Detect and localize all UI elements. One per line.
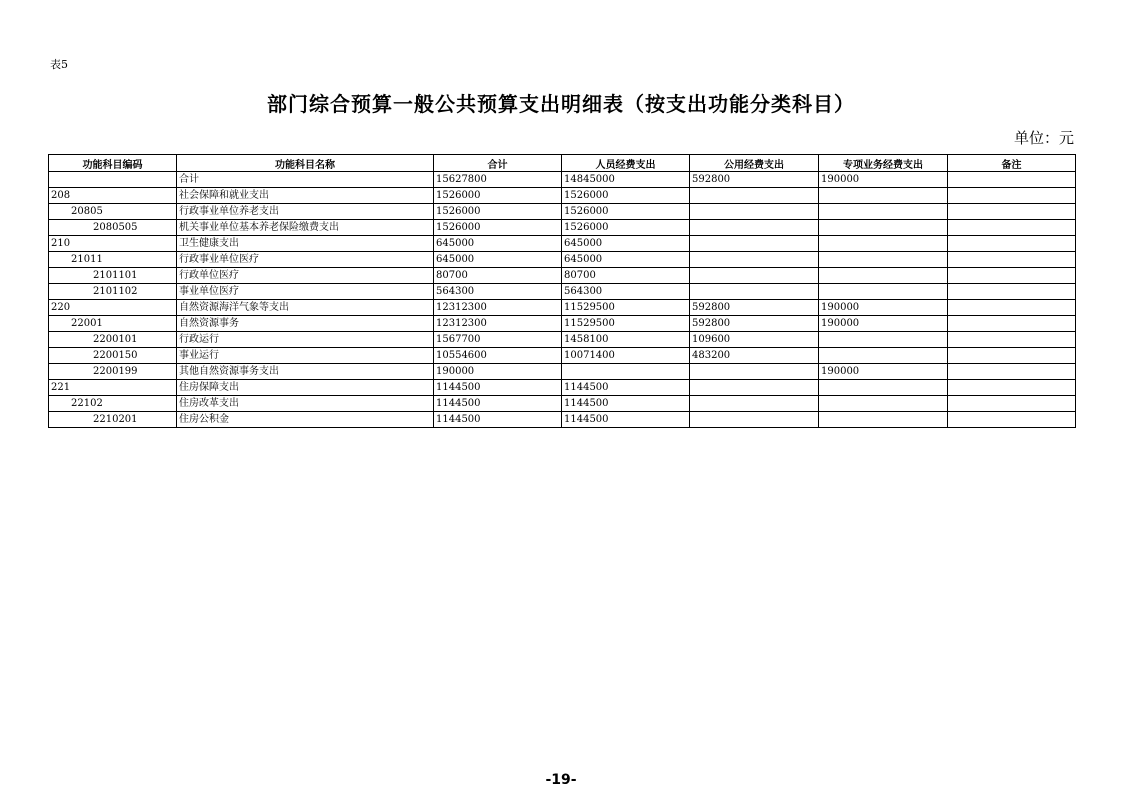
cell-name: 合计 bbox=[177, 172, 434, 188]
cell-personnel: 1458100 bbox=[562, 332, 690, 348]
cell-personnel: 1144500 bbox=[562, 380, 690, 396]
cell-personnel: 1144500 bbox=[562, 396, 690, 412]
cell-special bbox=[819, 204, 948, 220]
cell-note bbox=[948, 348, 1076, 364]
cell-public bbox=[690, 364, 819, 380]
table-row bbox=[49, 220, 1076, 236]
cell-special: 190000 bbox=[819, 364, 948, 380]
cell-personnel: 14845000 bbox=[562, 172, 690, 188]
table-row bbox=[49, 396, 1076, 412]
cell-personnel: 80700 bbox=[562, 268, 690, 284]
cell-name: 住房公积金 bbox=[177, 412, 434, 428]
cell-name: 事业单位医疗 bbox=[177, 284, 434, 300]
cell-code: 20805 bbox=[49, 204, 177, 220]
cell-public bbox=[690, 268, 819, 284]
cell-name: 社会保障和就业支出 bbox=[177, 188, 434, 204]
cell-public: 592800 bbox=[690, 316, 819, 332]
cell-code: 2200150 bbox=[49, 348, 177, 364]
cell-personnel: 11529500 bbox=[562, 316, 690, 332]
cell-total: 10554600 bbox=[434, 348, 562, 364]
cell-code: 22001 bbox=[49, 316, 177, 332]
cell-code: 221 bbox=[49, 380, 177, 396]
cell-code: 21011 bbox=[49, 252, 177, 268]
cell-total: 1144500 bbox=[434, 412, 562, 428]
cell-personnel: 564300 bbox=[562, 284, 690, 300]
cell-total: 1526000 bbox=[434, 204, 562, 220]
cell-total: 190000 bbox=[434, 364, 562, 380]
cell-special bbox=[819, 332, 948, 348]
cell-special: 190000 bbox=[819, 172, 948, 188]
cell-note bbox=[948, 236, 1076, 252]
cell-public bbox=[690, 204, 819, 220]
cell-public bbox=[690, 188, 819, 204]
cell-special bbox=[819, 188, 948, 204]
cell-total: 15627800 bbox=[434, 172, 562, 188]
cell-code bbox=[49, 172, 177, 188]
table-row bbox=[49, 380, 1076, 396]
cell-code: 2101102 bbox=[49, 284, 177, 300]
cell-public bbox=[690, 284, 819, 300]
header-total: 合计 bbox=[434, 155, 562, 172]
table-row bbox=[49, 316, 1076, 332]
table-row bbox=[49, 364, 1076, 380]
cell-note bbox=[948, 220, 1076, 236]
cell-note bbox=[948, 172, 1076, 188]
cell-name: 住房保障支出 bbox=[177, 380, 434, 396]
table-body bbox=[49, 172, 1076, 428]
cell-code: 210 bbox=[49, 236, 177, 252]
cell-personnel: 1144500 bbox=[562, 412, 690, 428]
cell-code: 22102 bbox=[49, 396, 177, 412]
cell-total: 12312300 bbox=[434, 316, 562, 332]
cell-note bbox=[948, 268, 1076, 284]
cell-special bbox=[819, 284, 948, 300]
cell-public bbox=[690, 252, 819, 268]
cell-note bbox=[948, 396, 1076, 412]
cell-special bbox=[819, 412, 948, 428]
table-row bbox=[49, 252, 1076, 268]
cell-public bbox=[690, 236, 819, 252]
cell-public bbox=[690, 380, 819, 396]
table-row bbox=[49, 268, 1076, 284]
table-row bbox=[49, 172, 1076, 188]
header-code: 功能科目编码 bbox=[49, 155, 177, 172]
cell-name: 行政运行 bbox=[177, 332, 434, 348]
cell-note bbox=[948, 364, 1076, 380]
table-header-row bbox=[49, 155, 1076, 172]
cell-note bbox=[948, 300, 1076, 316]
budget-table bbox=[48, 154, 1076, 428]
cell-total: 12312300 bbox=[434, 300, 562, 316]
cell-code: 2101101 bbox=[49, 268, 177, 284]
cell-public bbox=[690, 220, 819, 236]
table-row bbox=[49, 188, 1076, 204]
cell-code: 220 bbox=[49, 300, 177, 316]
cell-personnel bbox=[562, 364, 690, 380]
cell-total: 1526000 bbox=[434, 188, 562, 204]
cell-name: 自然资源事务 bbox=[177, 316, 434, 332]
cell-code: 2210201 bbox=[49, 412, 177, 428]
header-special: 专项业务经费支出 bbox=[819, 155, 948, 172]
cell-personnel: 10071400 bbox=[562, 348, 690, 364]
table-row bbox=[49, 236, 1076, 252]
cell-special bbox=[819, 380, 948, 396]
cell-special bbox=[819, 252, 948, 268]
cell-code: 2200199 bbox=[49, 364, 177, 380]
cell-note bbox=[948, 188, 1076, 204]
cell-total: 1526000 bbox=[434, 220, 562, 236]
cell-name: 行政单位医疗 bbox=[177, 268, 434, 284]
cell-note bbox=[948, 332, 1076, 348]
table-row bbox=[49, 300, 1076, 316]
cell-name: 卫生健康支出 bbox=[177, 236, 434, 252]
cell-note bbox=[948, 204, 1076, 220]
cell-name: 住房改革支出 bbox=[177, 396, 434, 412]
cell-public bbox=[690, 396, 819, 412]
document-title: 部门综合预算一般公共预算支出明细表（按支出功能分类科目） bbox=[267, 92, 855, 116]
cell-name: 行政事业单位养老支出 bbox=[177, 204, 434, 220]
cell-personnel: 645000 bbox=[562, 252, 690, 268]
header-public: 公用经费支出 bbox=[690, 155, 819, 172]
cell-code: 208 bbox=[49, 188, 177, 204]
cell-code: 2200101 bbox=[49, 332, 177, 348]
cell-total: 564300 bbox=[434, 284, 562, 300]
table-number: 表5 bbox=[50, 58, 68, 71]
cell-total: 80700 bbox=[434, 268, 562, 284]
cell-name: 行政事业单位医疗 bbox=[177, 252, 434, 268]
table-row bbox=[49, 204, 1076, 220]
cell-total: 645000 bbox=[434, 252, 562, 268]
table-row bbox=[49, 412, 1076, 428]
header-note: 备注 bbox=[948, 155, 1076, 172]
cell-special bbox=[819, 396, 948, 412]
cell-public: 592800 bbox=[690, 172, 819, 188]
cell-total: 1567700 bbox=[434, 332, 562, 348]
cell-note bbox=[948, 380, 1076, 396]
table-row bbox=[49, 348, 1076, 364]
cell-public: 109600 bbox=[690, 332, 819, 348]
table-row bbox=[49, 332, 1076, 348]
cell-special bbox=[819, 220, 948, 236]
cell-personnel: 1526000 bbox=[562, 188, 690, 204]
cell-special: 190000 bbox=[819, 300, 948, 316]
cell-code: 2080505 bbox=[49, 220, 177, 236]
cell-note bbox=[948, 412, 1076, 428]
cell-note bbox=[948, 316, 1076, 332]
cell-public: 483200 bbox=[690, 348, 819, 364]
table-row bbox=[49, 284, 1076, 300]
page-number: -19- bbox=[545, 772, 577, 788]
cell-name: 事业运行 bbox=[177, 348, 434, 364]
cell-special: 190000 bbox=[819, 316, 948, 332]
unit-label: 单位：元 bbox=[1013, 129, 1074, 147]
cell-public: 592800 bbox=[690, 300, 819, 316]
cell-personnel: 11529500 bbox=[562, 300, 690, 316]
cell-personnel: 1526000 bbox=[562, 204, 690, 220]
cell-name: 自然资源海洋气象等支出 bbox=[177, 300, 434, 316]
cell-personnel: 1526000 bbox=[562, 220, 690, 236]
cell-special bbox=[819, 268, 948, 284]
cell-total: 1144500 bbox=[434, 380, 562, 396]
cell-special bbox=[819, 236, 948, 252]
cell-total: 645000 bbox=[434, 236, 562, 252]
cell-total: 1144500 bbox=[434, 396, 562, 412]
cell-note bbox=[948, 252, 1076, 268]
cell-name: 其他自然资源事务支出 bbox=[177, 364, 434, 380]
cell-personnel: 645000 bbox=[562, 236, 690, 252]
cell-special bbox=[819, 348, 948, 364]
header-name: 功能科目名称 bbox=[177, 155, 434, 172]
cell-name: 机关事业单位基本养老保险缴费支出 bbox=[177, 220, 434, 236]
cell-note bbox=[948, 284, 1076, 300]
header-personnel: 人员经费支出 bbox=[562, 155, 690, 172]
cell-public bbox=[690, 412, 819, 428]
